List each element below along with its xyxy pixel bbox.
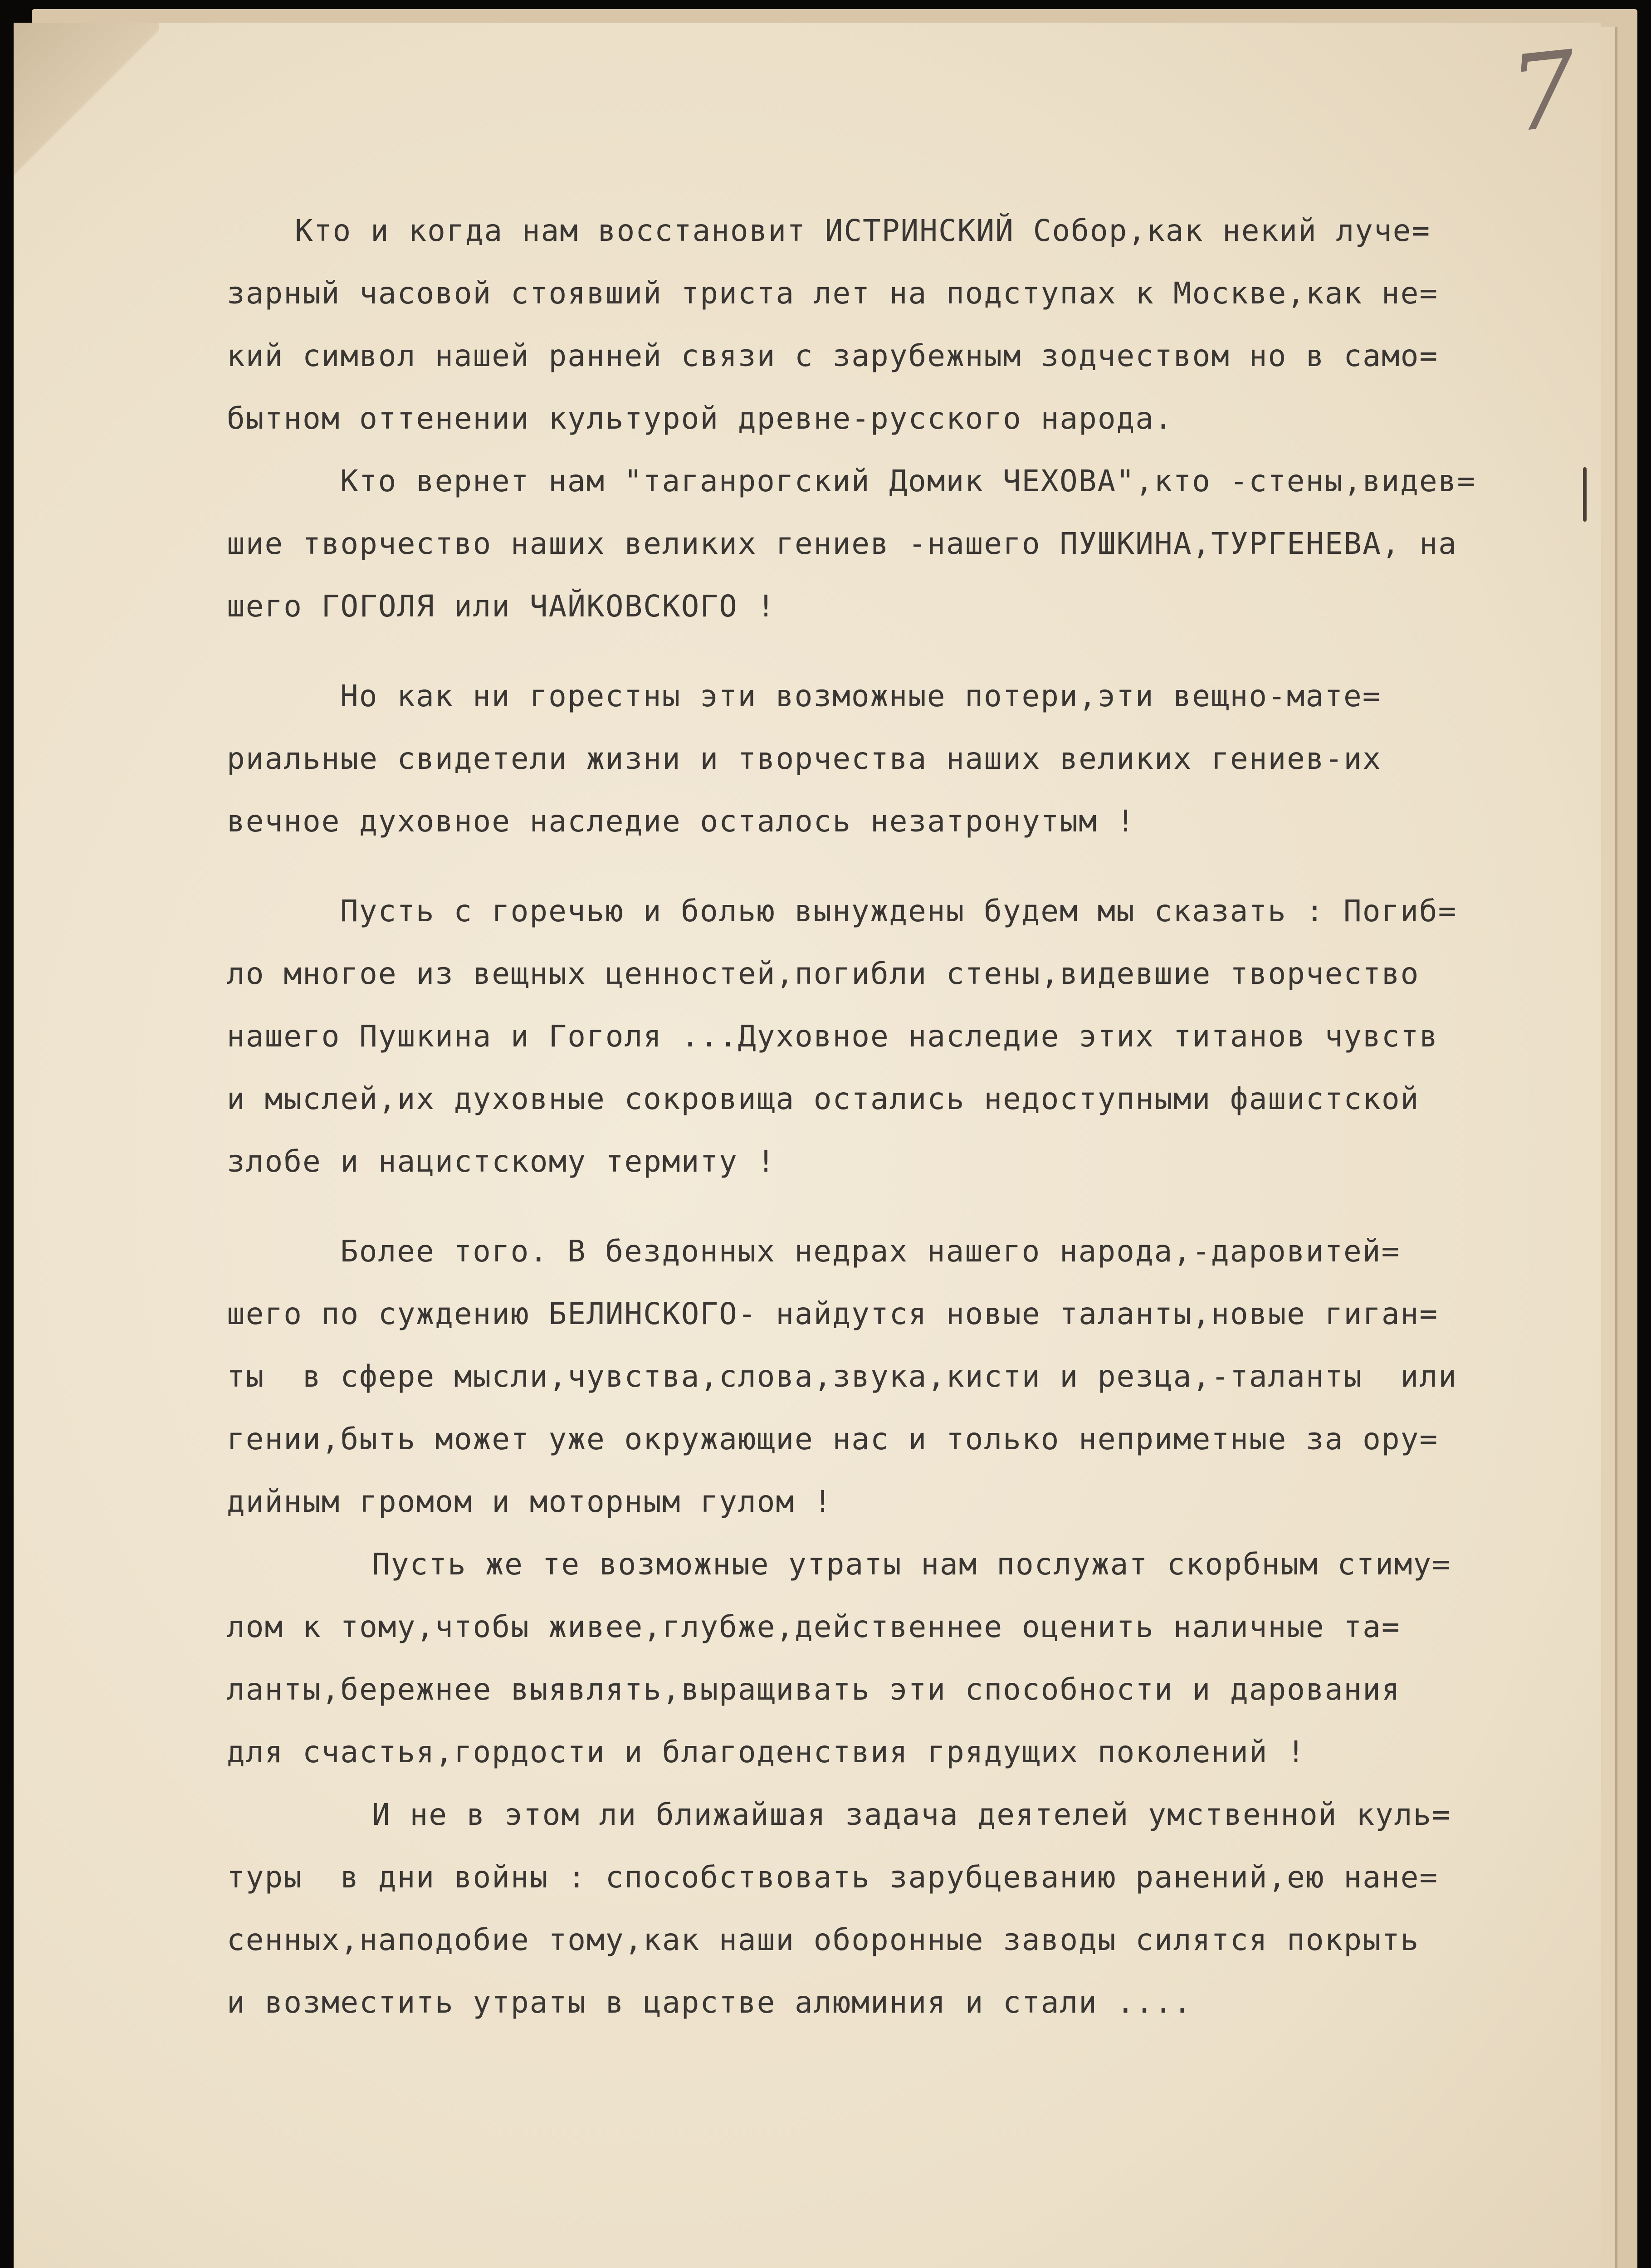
text-line: Более того. В бездонных недрах нашего народа,-даровитей= [340,1234,1401,1269]
paragraph [227,1784,1569,2034]
text-line: дийным громом и моторным гулом ! [227,1484,833,1519]
text-line: Кто вернет нам "таганрогский Домик ЧЕХОВА",кто -стены,видев= [340,464,1476,499]
text-line: И не в этом ли ближайшая задача деятелей умственной куль= [372,1797,1451,1832]
text-line: ты в сфере мысли,чувства,слова,звука,кисти и резца,-таланты или [227,1359,1457,1394]
faint-stamp [1343,2096,1460,2127]
text-line: нашего Пушкина и Гоголя ...Духовное наследие этих титанов чувств [227,1019,1439,1054]
text-line: шие творчество наших великих гениев -нашего ПУШКИНА,ТУРГЕНЕВА, на [227,526,1457,561]
text-line: сенных,наподобие тому,как наши оборонные заводы силятся покрыть [227,1922,1420,1957]
text-line: Пусть же те возможные утраты нам послужат скорбным стиму= [372,1547,1451,1582]
text-line: для счастья,гордости и благоденствия грядущих поколений ! [227,1735,1306,1769]
text-line: Но как ни горестны эти возможные потери,эти вещно-мате= [340,679,1382,714]
text-line: риальные свидетели жизни и творчества наших великих гениев-их [227,741,1382,776]
paragraph [227,450,1569,638]
paragraph [227,1220,1569,1533]
text-line: кий символ нашей ранней связи с зарубежным зодчеством но в само= [227,338,1439,373]
text-line: бытном оттенении культурой древне-русского народа. [227,401,1173,436]
paragraph-gap [227,1193,1569,1220]
text-line: Пусть с горечью и болью вынуждены будем мы сказать : Погиб= [340,894,1457,929]
paragraph [227,665,1569,853]
paragraph [227,200,1569,450]
paragraph-gap [227,853,1569,880]
text-line: шего ГОГОЛЯ или ЧАЙКОВСКОГО ! [227,589,776,624]
text-line: туры в дни войны : способствовать зарубцеванию ранений,ею нане= [227,1860,1439,1895]
folded-corner [14,23,159,213]
text-line: Кто и когда нам восстановит ИСТРИНСКИЙ Собор,как некий луче= [295,213,1431,248]
typewritten-text [227,200,1569,2034]
paragraph [227,1533,1569,1784]
text-line: гении,быть может уже окружающие нас и только неприметные за ору= [227,1422,1439,1457]
text-line: и возместить утраты в царстве алюминия и стали .... [227,1985,1192,2020]
text-line: лом к тому,чтобы живее,глубже,действеннее оценить наличные та= [227,1609,1401,1644]
page-number: 7 [1504,29,1583,156]
text-line: злобе и нацистскому термиту ! [227,1144,776,1179]
text-line: и мыслей,их духовные сокровища остались недоступными фашистской [227,1081,1420,1116]
text-line: ланты,бережнее выявлять,выращивать эти способности и дарования [227,1672,1401,1707]
paragraph [227,880,1569,1193]
text-line: зарный часовой стоявший триста лет на подступах к Москве,как не= [227,276,1439,311]
text-line: вечное духовное наследие осталось незатронутым ! [227,804,1136,839]
paragraph-gap [227,638,1569,665]
margin-mark [1583,467,1587,522]
text-line: ло многое из вещных ценностей,погибли стены,видевшие творчество [227,956,1420,991]
text-line: шего по суждению БЕЛИНСКОГО- найдутся новые таланты,новые гиган= [227,1296,1439,1331]
